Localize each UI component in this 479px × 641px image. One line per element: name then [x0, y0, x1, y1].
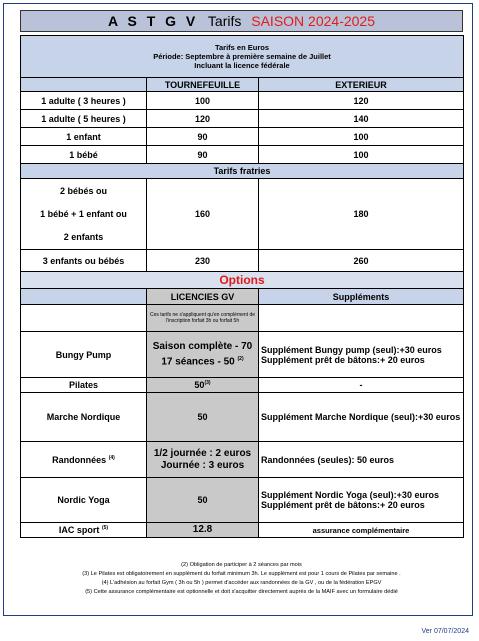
price-line: Journée : 3 euros [160, 459, 245, 471]
empty-cell [259, 305, 464, 332]
empty-header-cell [21, 289, 147, 305]
fratrie-label: 3 enfants ou bébés [21, 250, 147, 272]
info-line: Tarifs en Euros [214, 43, 270, 52]
option-label-text: IAC sport [58, 525, 100, 535]
page-title [20, 10, 463, 32]
price-line [149, 353, 256, 368]
option-label-text: Bungy Pump [55, 349, 112, 360]
option-label: Nordic Yoga [21, 478, 147, 523]
tarif-label: 1 adulte ( 5 heures ) [21, 110, 147, 128]
tarif-label: 1 adulte ( 3 heures ) [21, 92, 147, 110]
footnote: (2) Obligation de participer à 2 séances par mois [181, 562, 302, 568]
tarif-exterieur: 120 [259, 92, 464, 110]
tarif-exterieur: 140 [259, 110, 464, 128]
option-price [147, 378, 259, 393]
option-price: 50 [147, 393, 259, 442]
tarif-exterieur: 100 [259, 128, 464, 146]
option-label [21, 442, 147, 478]
info-line: Période: Septembre à première semaine de Juillet [153, 52, 331, 61]
tarif-tournefeuille: 90 [147, 146, 259, 164]
empty-header-cell [21, 78, 147, 92]
version-label: Ver 07/07/2024 [421, 628, 469, 635]
tarifs-info [21, 36, 464, 78]
price-footnote-ref: (2) [237, 355, 244, 362]
season-label: SAISON 2024-2025 [251, 13, 375, 29]
option-label [21, 332, 147, 378]
column-header-licencies: LICENCIES GV [147, 289, 259, 305]
options-header: Options [21, 272, 464, 289]
licencies-note: Ces tarifs ne s'appliquent qu'en complément de l'inscription forfait 3h ou forfait 5h [147, 305, 259, 332]
fratrie-label-line: 2 bébés ou [59, 185, 107, 196]
info-line: Incluant la licence fédérale [194, 61, 290, 70]
club-name: A S T G V [107, 13, 199, 29]
footnote: (4) L'adhésion au forfait Gym ( 3h ou 5h ) permet d'accéder aux randonnées de la GV , ou de la fédération EPGV [101, 580, 382, 586]
price-line: Saison complète - 70 [152, 340, 253, 352]
option-label: Pilates [21, 378, 147, 393]
option-supplements: assurance complémentaire [259, 523, 464, 538]
tarif-label: 1 enfant [21, 128, 147, 146]
tarif-tournefeuille: 90 [147, 128, 259, 146]
fratrie-tournefeuille: 160 [147, 179, 259, 250]
empty-cell [21, 305, 147, 332]
option-price: 50 [147, 478, 259, 523]
option-price: 12.8 [147, 523, 259, 538]
fratrie-label [21, 179, 147, 250]
supplement-line: Supplément prêt de bâtons:+ 20 euros [261, 500, 425, 510]
option-supplements: Randonnées (seules): 50 euros [259, 442, 464, 478]
option-label-text: Randonnées [52, 454, 107, 465]
fratrie-tournefeuille: 230 [147, 250, 259, 272]
column-header-exterieur: EXTERIEUR [259, 78, 464, 92]
tarif-tournefeuille: 100 [147, 92, 259, 110]
tarif-tournefeuille: 120 [147, 110, 259, 128]
option-label: Marche Nordique [21, 393, 147, 442]
footnote: (5) Cette assurance complémentaire est optionnelle et doit s'acquitter directement auprès de la MAIF avec un formulaire dédié [85, 589, 398, 595]
fratrie-label-line: 1 bébé + 1 enfant ou [40, 208, 127, 219]
fratrie-exterieur: 180 [259, 179, 464, 250]
label-footnote-ref: (5) [101, 525, 109, 531]
column-header-tournefeuille: TOURNEFEUILLE [147, 78, 259, 92]
option-price [147, 442, 259, 478]
option-price [147, 332, 259, 378]
option-supplements: Supplément Marche Nordique (seul):+30 euros [259, 393, 464, 442]
fratrie-exterieur: 260 [259, 250, 464, 272]
price-footnote-ref: (3) [204, 380, 211, 386]
footnote: (3) Le Pilates est obligatoirement en supplément du forfait minimum 3h. Le supplément est pour 1 cours de Pilates par semaine . [82, 571, 401, 577]
tarif-exterieur: 100 [259, 146, 464, 164]
option-supplements [259, 332, 464, 378]
option-supplements: - [259, 378, 464, 393]
tarif-label: 1 bébé [21, 146, 147, 164]
option-label [21, 523, 147, 538]
column-header-supplements: Suppléments [259, 289, 464, 305]
tarifs-table [20, 35, 464, 538]
fratrie-label-line: 2 enfants [63, 231, 104, 242]
label-footnote-ref: (4) [108, 454, 115, 461]
footnotes [20, 561, 463, 597]
price-line-text: 17 séances - 50 [161, 356, 235, 368]
tarifs-label: Tarifs [207, 13, 242, 29]
price-line: 1/2 journée : 2 euros [153, 447, 252, 459]
fratries-header: Tarifs fratries [21, 164, 464, 179]
option-supplements [259, 478, 464, 523]
price-line: 50 [194, 380, 205, 390]
supplement-line: Supplément prêt de bâtons:+ 20 euros [261, 354, 425, 365]
supplement-line: Supplément Bungy pump (seul):+30 euros [261, 344, 442, 355]
supplement-line: Supplément Nordic Yoga (seul):+30 euros [261, 490, 439, 500]
